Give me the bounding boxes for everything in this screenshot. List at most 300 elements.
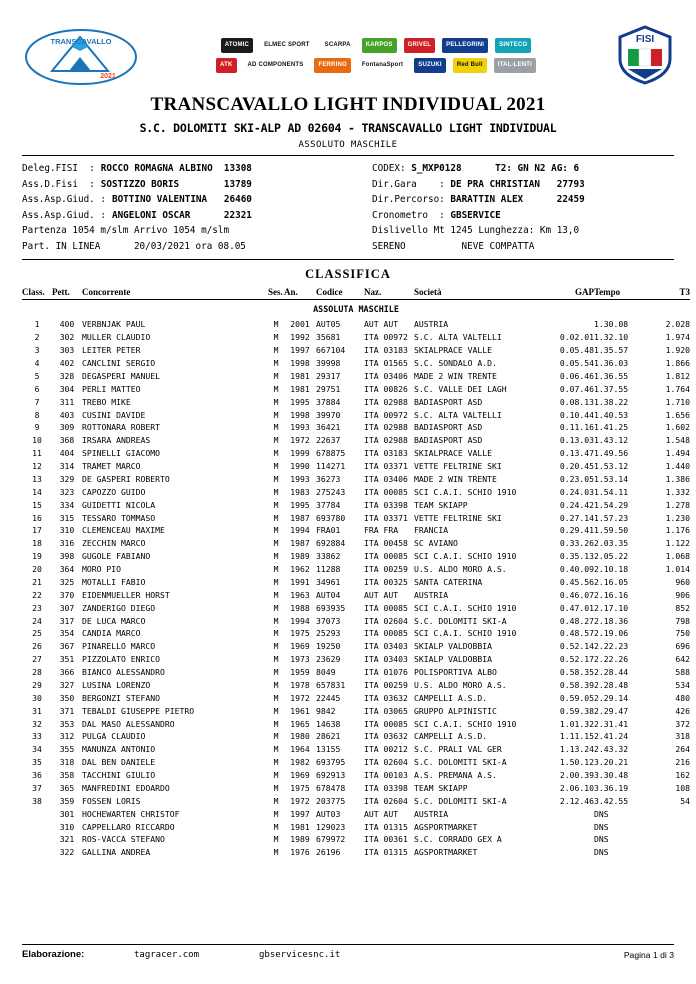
cell-societa: S.C. SONDALO A.D.: [414, 358, 497, 369]
cell-class: 8: [34, 409, 40, 420]
cell-pett: 368: [59, 435, 75, 446]
cell-societa: U.S. ALDO MORO A.S.: [414, 564, 507, 575]
cell-an: 1997: [290, 808, 310, 819]
cell-gap: 2.12.46: [559, 795, 594, 806]
cell-pett: 358: [59, 770, 75, 781]
cell-concorrente: TESSARO TOMMASO: [82, 512, 156, 523]
cell-class: [22, 807, 52, 820]
cell-gap: 0.10.44: [559, 409, 594, 420]
cell-codice: 693795: [316, 757, 346, 768]
cell-codice: 26196: [316, 847, 341, 858]
cell-societa: SKIALPRACE VALLE: [414, 345, 492, 356]
cell-concorrente: GUGOLE FABIANO: [82, 551, 151, 562]
cell-ses: M: [273, 422, 279, 433]
cell-codice: 678478: [316, 782, 346, 793]
cell-ses: M: [273, 332, 279, 343]
cell-an: 1962: [290, 564, 310, 575]
cell-tempo: 3.36.19: [594, 782, 629, 793]
sponsor-logo-sinteco: SINTECO: [495, 38, 531, 53]
cell-t3: 1.332: [665, 486, 690, 497]
cell-pett: 321: [59, 834, 75, 845]
cell-an: 1969: [290, 770, 310, 781]
cell-tempo: 1.49.56: [594, 448, 629, 459]
cell-codice: 39970: [316, 409, 341, 420]
cell-codice: 13155: [316, 744, 341, 755]
cell-an: 1959: [290, 667, 310, 678]
cell-pett: 367: [59, 641, 75, 652]
info-row: [22, 177, 674, 193]
cell-an: 1993: [290, 473, 310, 484]
cell-concorrente: BERGONZI STEFANO: [82, 692, 160, 703]
cell-ses: M: [273, 679, 279, 690]
cell-class: 10: [32, 435, 42, 446]
cell-gap: 0.24.42: [559, 499, 594, 510]
cell-gap: 0.11.16: [559, 422, 594, 433]
footer-link-tagracer[interactable]: tagracer.com: [134, 949, 200, 960]
cell-naz: AUT AUT: [364, 589, 399, 600]
table-row: [22, 331, 690, 344]
table-row: [22, 576, 690, 589]
cell-pett: 398: [59, 551, 75, 562]
cell-societa: GRUPPO ALPINISTIC: [414, 705, 497, 716]
cell-codice: 22445: [316, 692, 341, 703]
cell-gap: [546, 820, 594, 833]
cell-naz: ITA 01315: [364, 821, 408, 832]
cell-gap: 2.00.39: [559, 770, 594, 781]
cell-codice: 14638: [316, 718, 341, 729]
cell-tempo: DNS: [594, 808, 609, 819]
cell-class: 14: [32, 486, 42, 497]
cell-class: 6: [34, 383, 40, 394]
cell-concorrente: ROTTONARA ROBERT: [82, 422, 160, 433]
cell-concorrente: DE LUCA MARCO: [82, 615, 146, 626]
info-right-value: DE PRA CHRISTIAN 27793: [450, 178, 585, 190]
cell-t3: 1.494: [665, 448, 690, 459]
table-row: [22, 807, 690, 820]
cell-tempo: DNS: [594, 834, 609, 845]
cell-class: 15: [32, 499, 42, 510]
cell-class: 5: [34, 370, 40, 381]
cell-t3: 1.014: [665, 564, 690, 575]
cell-class: 1: [34, 319, 40, 330]
cell-societa: SCI C.A.I. SCHIO 1910: [414, 628, 517, 639]
cell-gap: 0.58.35: [559, 667, 594, 678]
cell-gap: [546, 846, 594, 859]
sponsor-logo-ferrino: FERRINO: [314, 58, 350, 73]
cell-an: 2001: [290, 319, 310, 330]
cell-t3: 162: [675, 770, 690, 781]
footer: [22, 944, 674, 960]
cell-gap: [546, 807, 594, 820]
cell-concorrente: CANCLINI SERGIO: [82, 358, 156, 369]
section-header-row: [22, 300, 690, 319]
cell-codice: AUT05: [316, 319, 341, 330]
cell-pett: 312: [59, 731, 75, 742]
cell-ses: M: [273, 499, 279, 510]
table-row: [22, 511, 690, 524]
cell-t3: 1.974: [665, 332, 690, 343]
cell-class: 23: [32, 602, 42, 613]
cell-class: 33: [32, 731, 42, 742]
cell-t3: 852: [675, 602, 690, 613]
table-row: [22, 563, 690, 576]
cell-pett: 351: [59, 654, 75, 665]
cell-codice: 678875: [316, 448, 346, 459]
cell-an: 1976: [290, 847, 310, 858]
cell-gap: 0.29.41: [559, 525, 594, 536]
cell-naz: ITA 03183: [364, 345, 408, 356]
cell-codice: 36273: [316, 473, 341, 484]
cell-naz: ITA 00259: [364, 679, 408, 690]
cell-gap: 0.05.48: [559, 345, 594, 356]
cell-tempo: 2.17.10: [594, 602, 629, 613]
cell-class: 28: [32, 667, 42, 678]
cell-societa: AGSPORTMARKET: [414, 847, 478, 858]
cell-gap: [546, 318, 594, 331]
cell-naz: ITA 00826: [364, 383, 408, 394]
sponsor-logo-grivel: GRIVEL: [404, 38, 436, 53]
cell-societa: VETTE FELTRINE SKI: [414, 512, 502, 523]
cell-an: 1965: [290, 718, 310, 729]
cell-societa: S.C. CORRADO GEX A: [414, 834, 502, 845]
weather-snow-info: SERENO NEVE COMPATTA: [372, 240, 535, 252]
cell-codice: 19250: [316, 641, 341, 652]
cell-t3: 264: [675, 744, 690, 755]
cell-naz: ITA 00085: [364, 718, 408, 729]
cell-concorrente: GALLINA ANDREA: [82, 847, 151, 858]
cell-tempo: 2.31.41: [594, 718, 629, 729]
cell-gap: 1.11.15: [559, 731, 594, 742]
cell-naz: ITA 00085: [364, 602, 408, 613]
cell-an: 1997: [290, 345, 310, 356]
cell-t3: 1.866: [665, 358, 690, 369]
cell-gap: 1.50.12: [559, 757, 594, 768]
footer-link-gbservice[interactable]: gbservicesnc.it: [259, 949, 341, 960]
cell-t3: 216: [675, 757, 690, 768]
cell-pett: 318: [59, 757, 75, 768]
cell-class: 4: [34, 358, 40, 369]
cell-ses: M: [273, 757, 279, 768]
cell-naz: AUT AUT: [364, 319, 399, 330]
cell-pett: 325: [59, 576, 75, 587]
cell-codice: 8049: [316, 667, 336, 678]
cell-gap: 0.59.38: [559, 705, 594, 716]
cell-an: 1963: [290, 589, 310, 600]
table-row: [22, 717, 690, 730]
cell-ses: M: [273, 744, 279, 755]
cell-naz: ITA 03398: [364, 499, 408, 510]
cell-naz: ITA 03403: [364, 654, 408, 665]
info-right-label: Dir.Percorso:: [372, 194, 451, 205]
cell-t3: 108: [675, 782, 690, 793]
cell-pett: 322: [59, 847, 75, 858]
table-row: [22, 691, 690, 704]
cell-ses: M: [273, 512, 279, 523]
cell-ses: M: [273, 564, 279, 575]
cell-tempo: 1.54.29: [594, 499, 629, 510]
cell-societa: AGSPORTMARKET: [414, 821, 478, 832]
cell-pett: 327: [59, 679, 75, 690]
cell-t3: [650, 820, 690, 833]
cell-codice: 129023: [316, 821, 346, 832]
cell-tempo: 3.42.55: [594, 795, 629, 806]
cell-an: 1998: [290, 358, 310, 369]
cell-gap: 0.13.47: [559, 448, 594, 459]
cell-concorrente: ZECCHIN MARCO: [82, 538, 146, 549]
cell-ses: M: [273, 358, 279, 369]
cell-tempo: 1.36.03: [594, 358, 629, 369]
cell-an: 1995: [290, 499, 310, 510]
col-header-ses: Ses.: [268, 286, 284, 300]
cell-t3: 1.068: [665, 551, 690, 562]
col-header-concorrente: Concorrente: [82, 286, 268, 300]
cell-t3: 480: [675, 692, 690, 703]
cell-class: 22: [32, 589, 42, 600]
cell-pett: 311: [59, 396, 75, 407]
table-row: [22, 614, 690, 627]
cell-class: 21: [32, 576, 42, 587]
cell-concorrente: CANDIA MARCO: [82, 628, 141, 639]
cell-t3: 1.122: [665, 538, 690, 549]
cell-t3: 1.812: [665, 370, 690, 381]
cell-an: 1972: [290, 795, 310, 806]
cell-gap: 0.24.03: [559, 486, 594, 497]
cell-naz: ITA 01315: [364, 847, 408, 858]
start-altitude-info: Partenza 1054 m/slm Arrivo 1054 m/slm: [22, 225, 230, 236]
sponsor-logo-ital-lenti: ITAL-LENTI: [494, 58, 536, 73]
cell-societa: BADIASPORT ASD: [414, 435, 483, 446]
sponsor-logo-elmec: ELMEC SPORT: [260, 38, 314, 53]
info-row: [22, 192, 674, 208]
cell-codice: 22637: [316, 435, 341, 446]
table-row: [22, 601, 690, 614]
cell-naz: ITA 02988: [364, 422, 408, 433]
col-header-class: Class.: [22, 286, 52, 300]
info-right-label: Dir.Gara :: [372, 178, 451, 190]
cell-societa: S.C. DOLOMITI SKI-A: [414, 757, 507, 768]
cell-naz: ITA 03403: [364, 641, 408, 652]
cell-societa: POLISPORTIVA ALBO: [414, 667, 497, 678]
cell-t3: 696: [675, 641, 690, 652]
cell-gap: [546, 833, 594, 846]
cell-naz: ITA 00325: [364, 576, 408, 587]
cell-an: 1982: [290, 757, 310, 768]
cell-naz: ITA 00103: [364, 770, 408, 781]
cell-societa: AUSTRIA: [414, 589, 449, 600]
table-row: [22, 395, 690, 408]
cell-class: 37: [32, 782, 42, 793]
cell-pett: 355: [59, 744, 75, 755]
cell-tempo: 2.29.47: [594, 705, 629, 716]
col-header-an: An.: [284, 286, 316, 300]
col-header-gap: GAP: [546, 286, 594, 300]
cell-societa: SCI C.A.I. SCHIO 1910: [414, 551, 517, 562]
cell-concorrente: DAL MASO ALESSANDRO: [82, 718, 175, 729]
results-table: [22, 286, 690, 859]
cell-t3: 798: [675, 615, 690, 626]
cell-t3: 1.602: [665, 422, 690, 433]
cell-codice: 25293: [316, 628, 341, 639]
cell-ses: M: [273, 370, 279, 381]
cell-societa: U.S. ALDO MORO A.S.: [414, 679, 507, 690]
info-left-value: BOTTINO VALENTINA 26460: [111, 194, 252, 205]
cell-an: 1981: [290, 383, 310, 394]
sponsor-row-2: [216, 58, 536, 73]
cell-societa: S.C. ALTA VALTELLI: [414, 409, 502, 420]
cell-societa: A.S. PREMANA A.S.: [414, 770, 497, 781]
cell-tempo: 2.10.18: [594, 564, 629, 575]
cell-class: 16: [32, 512, 42, 523]
cell-class: 17: [32, 525, 42, 536]
cell-concorrente: DE GASPERI ROBERTO: [82, 473, 170, 484]
cell-ses: M: [273, 396, 279, 407]
cell-societa: SCI C.A.I. SCHIO 1910: [414, 602, 517, 613]
cell-class: 12: [32, 461, 42, 472]
cell-ses: M: [273, 731, 279, 742]
cell-concorrente: DEGASPERI MANUEL: [82, 370, 160, 381]
info-right-value: GBSERVICE: [450, 209, 501, 221]
cell-societa: FRANCIA: [414, 525, 449, 536]
cell-societa: MADE 2 WIN TRENTE: [414, 370, 497, 381]
sponsor-logo-fontana: FontanaSport: [358, 58, 407, 73]
cell-ses: M: [273, 473, 279, 484]
cell-tempo: 1.41.25: [594, 422, 629, 433]
table-row: [22, 421, 690, 434]
cell-ses: M: [273, 409, 279, 420]
cell-t3: [650, 807, 690, 820]
col-header-codice: Codice: [316, 286, 364, 300]
table-row: [22, 473, 690, 486]
svg-text:FISI: FISI: [635, 34, 655, 45]
table-row: [22, 524, 690, 537]
table-row: [22, 498, 690, 511]
cell-pett: 404: [59, 448, 75, 459]
cell-ses: M: [273, 525, 279, 536]
cell-pett: 403: [59, 409, 75, 420]
cell-tempo: 1.37.55: [594, 383, 629, 394]
cell-ses: M: [273, 795, 279, 806]
cell-t3: 1.548: [665, 435, 690, 446]
table-row: [22, 382, 690, 395]
cell-tempo: 2.41.24: [594, 731, 629, 742]
info-left-value: ROCCO ROMAGNA ALBINO 13308: [100, 163, 252, 174]
cell-gap: 0.58.39: [559, 679, 594, 690]
cell-naz: FRA FRA: [364, 525, 399, 536]
cell-concorrente: GUIDETTI NICOLA: [82, 499, 156, 510]
table-row: [22, 666, 690, 679]
cell-ses: M: [273, 705, 279, 716]
table-row: [22, 653, 690, 666]
cell-naz: ITA 00458: [364, 538, 408, 549]
cell-societa: S.C. PRALI VAL GER: [414, 744, 502, 755]
cell-t3: 1.710: [665, 396, 690, 407]
cell-codice: 203775: [316, 795, 346, 806]
cell-gap: 0.07.46: [559, 383, 594, 394]
table-header-row: [22, 286, 690, 300]
cell-naz: ITA 02604: [364, 795, 408, 806]
cell-gap: 0.52.17: [559, 654, 594, 665]
cell-an: 1987: [290, 512, 310, 523]
cell-t3: 1.920: [665, 345, 690, 356]
cell-gap: 0.46.07: [559, 589, 594, 600]
cell-tempo: 1.43.12: [594, 435, 629, 446]
cell-pett: 365: [59, 782, 75, 793]
cell-ses: M: [273, 770, 279, 781]
cell-concorrente: ZANDERIGO DIEGO: [82, 602, 156, 613]
cell-concorrente: PINARELLO MARCO: [82, 641, 156, 652]
cell-naz: ITA 01565: [364, 358, 408, 369]
svg-text:2021: 2021: [100, 73, 116, 80]
cell-naz: ITA 03371: [364, 512, 408, 523]
cell-pett: 310: [59, 525, 75, 536]
cell-concorrente: TACCHINI GIULIO: [82, 770, 156, 781]
cell-class: 32: [32, 718, 42, 729]
cell-naz: ITA 03632: [364, 731, 408, 742]
cell-codice: 114271: [316, 461, 346, 472]
cell-concorrente: HOCHEWARTEN CHRISTOF: [82, 808, 180, 819]
cell-societa: S.C. ALTA VALTELLI: [414, 332, 502, 343]
cell-tempo: 1.53.14: [594, 473, 629, 484]
cell-concorrente: CAPPELLARO RICCARDO: [82, 821, 175, 832]
cell-tempo: 1.53.12: [594, 461, 629, 472]
cell-concorrente: PERLI MATTEO: [82, 383, 141, 394]
cell-societa: SC AVIANO: [414, 538, 458, 549]
cell-naz: ITA 02604: [364, 757, 408, 768]
cell-codice: 29317: [316, 370, 341, 381]
cell-codice: 37884: [316, 396, 341, 407]
cell-naz: ITA 02988: [364, 435, 408, 446]
cell-tempo: 2.22.26: [594, 654, 629, 665]
cell-class: 18: [32, 538, 42, 549]
table-row: [22, 408, 690, 421]
cell-ses: M: [273, 435, 279, 446]
cell-pett: 314: [59, 461, 75, 472]
cell-class: 35: [32, 757, 42, 768]
cell-naz: ITA 00361: [364, 834, 408, 845]
header-banner: [22, 18, 674, 92]
col-header-t3: T3: [650, 286, 690, 300]
cell-pett: 329: [59, 473, 75, 484]
cell-tempo: 1.38.22: [594, 396, 629, 407]
sponsor-logo-karpos: KARPOS: [362, 38, 397, 53]
cell-pett: 370: [59, 589, 75, 600]
cell-t3: 588: [675, 667, 690, 678]
section-title: ASSOLUTA MASCHILE: [313, 304, 399, 314]
info-row: [22, 161, 674, 177]
cell-an: 1994: [290, 615, 310, 626]
cell-pett: 304: [59, 383, 75, 394]
table-row: [22, 357, 690, 370]
cell-concorrente: CLEMENCEAU MAXIME: [82, 525, 165, 536]
cell-gap: 0.48.27: [559, 615, 594, 626]
cell-tempo: 1.40.53: [594, 409, 629, 420]
cell-ses: M: [273, 448, 279, 459]
cell-t3: 1.230: [665, 512, 690, 523]
cell-ses: M: [273, 383, 279, 394]
cell-naz: ITA 00972: [364, 332, 408, 343]
cell-class: 26: [32, 641, 42, 652]
cell-codice: 35681: [316, 332, 341, 343]
sponsor-logo-scarpa: SCARPA: [321, 38, 355, 53]
cell-ses: M: [273, 461, 279, 472]
cell-class: 9: [34, 422, 40, 433]
cell-ses: M: [273, 834, 279, 845]
cell-societa: SCI C.A.I. SCHIO 1910: [414, 718, 517, 729]
cell-tempo: 2.19.06: [594, 628, 629, 639]
cell-an: 1975: [290, 782, 310, 793]
sponsor-logo-pellegrini: PELLEGRINI: [442, 38, 488, 53]
cell-ses: M: [273, 667, 279, 678]
